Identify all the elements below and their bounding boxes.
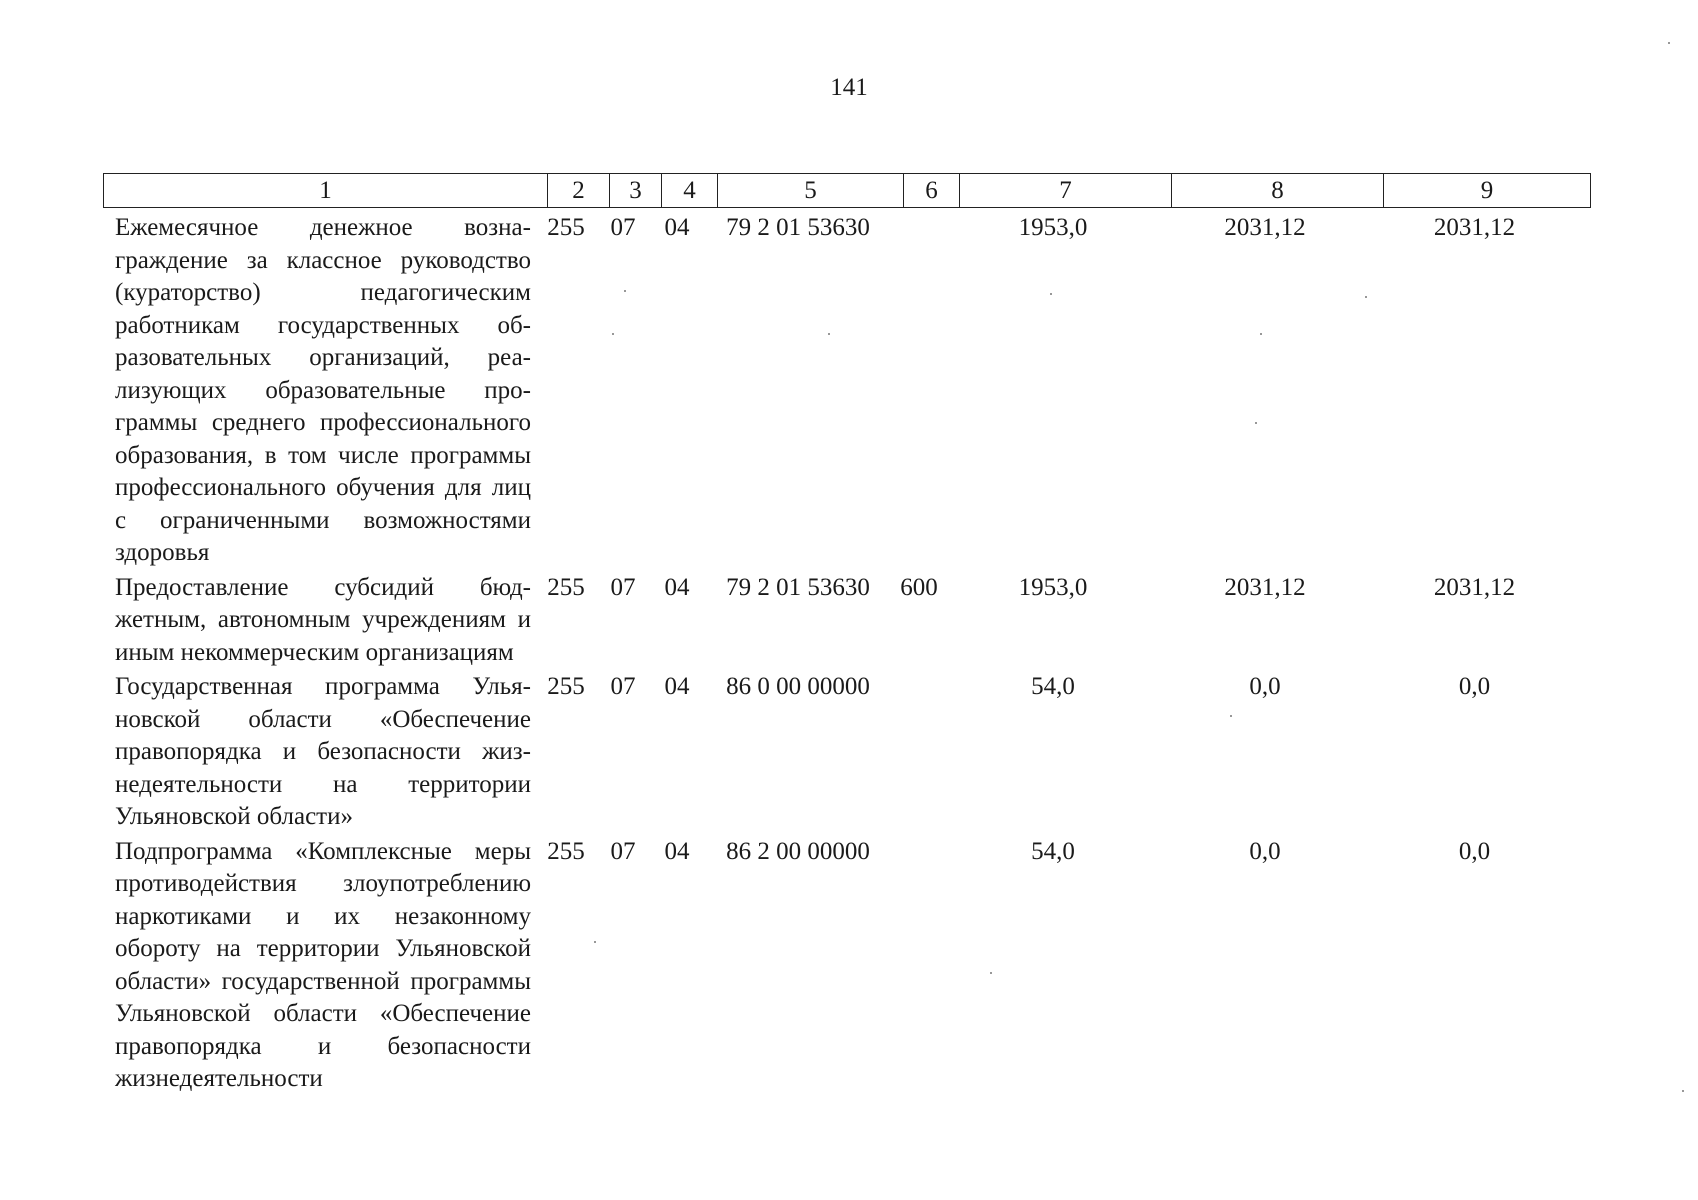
row-description: Ежемесячное денежное вознаграждение за классное руководство (кураторство) педагогическим работникам государственных образовательных организаций, реализующих образовательные программы среднего профессионального образования, в том числе программы профессионального обучения для лиц с ограниченными возможностями здоровья — [115, 214, 531, 566]
row-description: Предоставление субсидий бюджетным, автономным учреждениям и иным некоммерческим организациям — [115, 573, 531, 666]
table-row — [103, 671, 1588, 834]
row-amount-col8: 2031,12 — [1224, 214, 1306, 241]
row-target-article: 86 2 00 00000 — [726, 837, 870, 865]
row-amount-col7: 1953,0 — [1018, 214, 1088, 241]
scan-speck — [1260, 333, 1262, 335]
row-target-article: 79 2 01 53630 — [726, 214, 870, 241]
row-section: 07 — [610, 673, 636, 700]
row-amount-col9: 2031,12 — [1433, 214, 1516, 241]
row-code-admin: 255 — [547, 837, 585, 865]
row-subsection: 04 — [664, 214, 690, 241]
table-body — [103, 212, 1588, 1098]
row-code-admin: 255 — [547, 573, 585, 601]
row-description: Государственная программа Ульяновской области «Обеспечение правопорядка и безопасности жизнедеятельности на территории Ульяновской области» — [115, 673, 531, 830]
table-row — [103, 212, 1588, 570]
scan-speck — [1365, 296, 1367, 298]
row-amount-col9: 0,0 — [1458, 837, 1491, 865]
row-amount-col8: 2031,12 — [1224, 573, 1306, 601]
scan-speck — [828, 333, 830, 335]
row-subsection: 04 — [664, 673, 690, 700]
row-amount-col9: 2031,12 — [1433, 573, 1516, 601]
column-header-8: 8 — [1172, 174, 1384, 208]
column-header-4: 4 — [662, 174, 718, 208]
row-amount-col8: 0,0 — [1249, 837, 1281, 865]
scan-speck — [1050, 293, 1052, 295]
scan-speck — [1668, 42, 1670, 44]
scan-speck — [1682, 1090, 1684, 1092]
scan-speck — [990, 972, 992, 974]
row-section: 07 — [610, 837, 636, 865]
row-amount-col9: 0,0 — [1458, 673, 1491, 700]
row-target-article: 79 2 01 53630 — [726, 573, 870, 601]
column-header-6: 6 — [904, 174, 960, 208]
column-header-3: 3 — [610, 174, 662, 208]
column-header-1: 1 — [104, 174, 548, 208]
row-subsection: 04 — [664, 837, 690, 865]
column-header-9: 9 — [1384, 174, 1591, 208]
scan-speck — [1230, 715, 1232, 717]
row-description: Подпрограмма «Комплексные меры противодействия злоупотреблению наркотиками и их незаконному обороту на территории Ульяновской области» государственной программы Ульяновской области «Обеспечение правопорядка и безопасности жизнедеятельности — [115, 837, 531, 1092]
row-section: 07 — [610, 214, 636, 241]
column-header-2: 2 — [548, 174, 610, 208]
column-header-5: 5 — [718, 174, 904, 208]
row-code-admin: 255 — [547, 214, 585, 241]
scan-speck — [612, 333, 614, 335]
table-row — [103, 572, 1588, 670]
row-amount-col7: 1953,0 — [1018, 573, 1088, 601]
row-amount-col7: 54,0 — [1031, 673, 1075, 700]
row-amount-col7: 54,0 — [1031, 837, 1075, 865]
row-amount-col8: 0,0 — [1249, 673, 1281, 700]
row-subsection: 04 — [664, 573, 690, 601]
page-number: 141 — [830, 74, 868, 101]
row-expense-type: 600 — [900, 573, 938, 601]
scan-speck — [624, 290, 626, 292]
scan-speck — [594, 941, 596, 943]
table-row — [103, 836, 1588, 1096]
row-code-admin: 255 — [547, 673, 585, 700]
column-header-row — [103, 173, 1591, 208]
scan-speck — [1255, 422, 1257, 424]
row-target-article: 86 0 00 00000 — [726, 673, 870, 700]
row-section: 07 — [610, 573, 636, 601]
column-header-7: 7 — [960, 174, 1172, 208]
